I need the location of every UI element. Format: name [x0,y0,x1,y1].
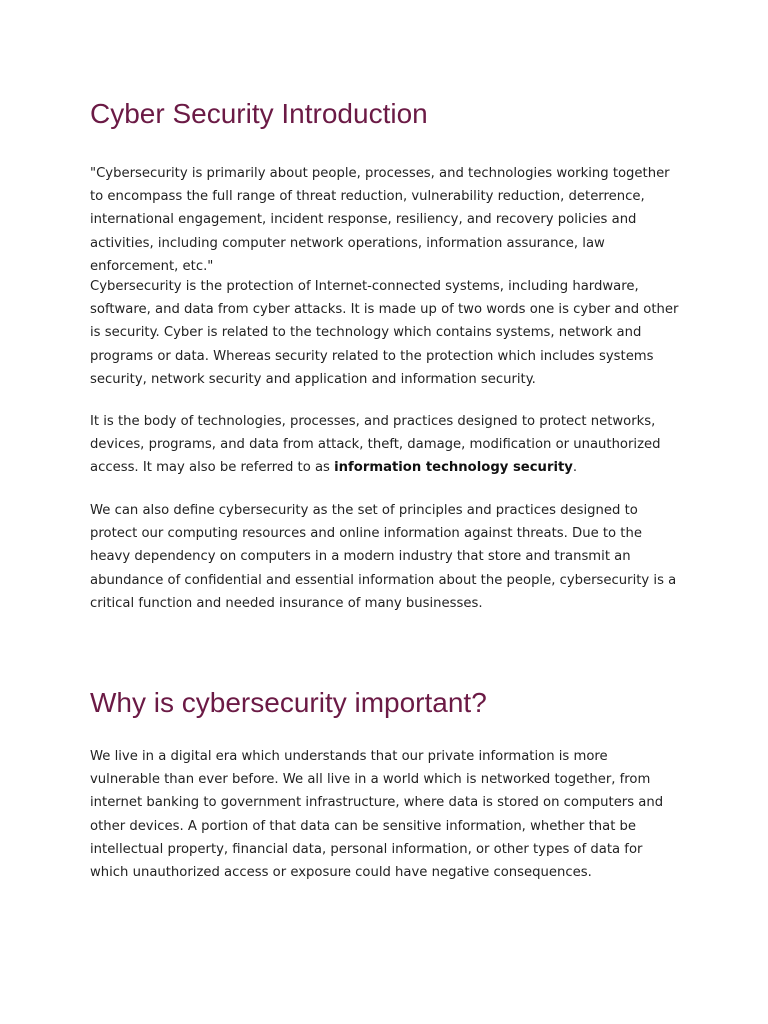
paragraph-protection: Cybersecurity is the protection of Internet-connected systems, including hardware, software, and data from cyber attacks. It is made up of two words one is cyber and other is security. Cyber is related to the technology which contains systems, network and programs or data. Whereas security related to the protection which includes systems security, network security and application and information security. [90,279,679,387]
paragraph-body-of-technologies [90,410,680,480]
paragraph-digital-era: We live in a digital era which understands that our private information is more vulnerable than ever before. We all live in a world which is networked together, from internet banking to government infrastructure, where data is stored on computers and other devices. A portion of that data can be sensitive information, whether that be intellectual property, financial data, personal information, or other types of data for which unauthorized access or exposure could have negative consequences. [90,749,664,881]
paragraph-definition-quote: "Cybersecurity is primarily about people, processes, and technologies working together to encompass the full range of threat reduction, vulnerability reduction, deterrence, international engagement, incident response, resiliency, and recovery policies and activities, including computer network operations, information assurance, law enforcement, etc." [90,166,670,274]
paragraph-define-cybersecurity: We can also define cybersecurity as the set of principles and practices designed to protect our computing resources and online information against threats. Due to the heavy dependency on computers in a modern industry that store and transmit an abundance of confidential and essential information about the people, cybersecurity is a critical function and needed insurance of many businesses. [90,503,677,611]
section-heading-importance: Why is cybersecurity important? [90,687,487,718]
section-heading-introduction: Cyber Security Introduction [90,98,428,129]
paragraph-text-end: . [572,460,578,476]
bold-term: information technology security [334,460,573,476]
paragraph-text: It is the body of technologies, processes, and practices designed to protect networks, devices, programs, and data from attack, theft, damage, modification or unauthorized access. It may also be referred to as [90,414,661,476]
